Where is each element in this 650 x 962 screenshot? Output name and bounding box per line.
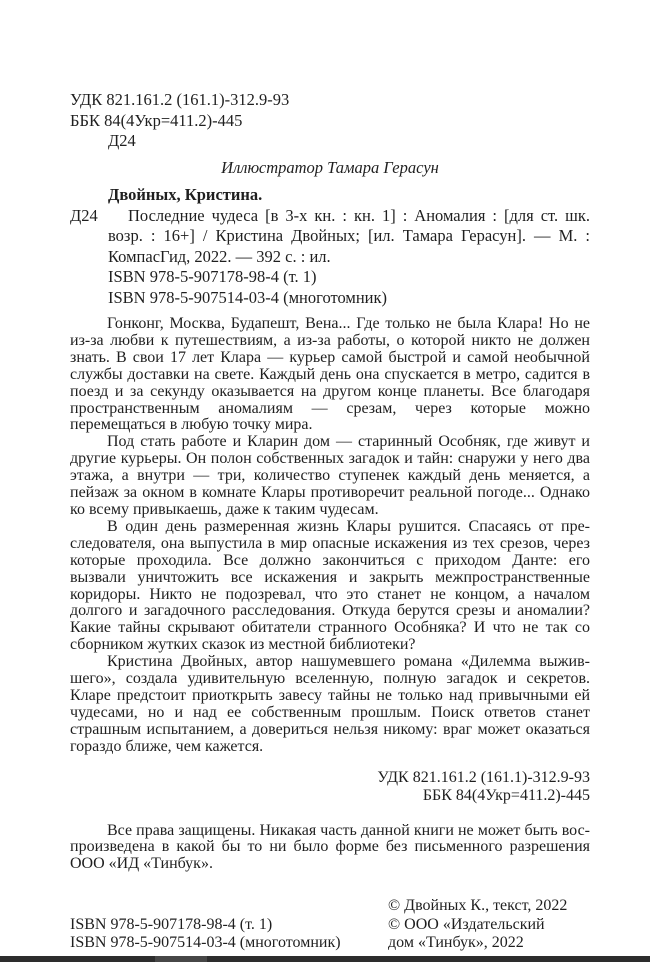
scan-edge-bar: [0, 956, 650, 962]
copyright-line-publisher: © ООО «Издательский: [388, 915, 545, 933]
scan-edge-bar-accent: [155, 956, 207, 962]
annotation-paragraph-2: Под стать работе и Кларин дом — старинный Особняк, где живут и другие курьеры. Он полон собственных загадок и тайн: снаружи у него два этажа, а внутри — три, количество ступенек каждый день меняется, а пейзаж за окном в комнате Клары противоречит реальной погоде... Однако ко всему привыкаешь, даже к таким чудесам.: [70, 433, 590, 518]
bbk-code: ББК 84(4Укр=411.2)-445: [70, 110, 243, 130]
copyright-column: [388, 897, 567, 953]
author-sign-code: Д24: [108, 131, 136, 150]
imprint-block: [70, 897, 590, 953]
illustrator-credit: Иллюстратор Тамара Герасун: [221, 157, 439, 177]
record-description: Последние чудеса [в 3-х кн. : кн. 1] : Аномалия : [для ст. шк. возр. : 16+] / Кристина Двойных; [ил. Тамара Герасун]. — М. : КомпасГид, 2022. — 392 с. : ил.: [108, 205, 590, 266]
copyright-line-text: © Двойных К., текст, 2022: [388, 897, 568, 915]
bibliographic-record: [70, 185, 590, 308]
udk-code-bottom: УДК 821.161.2 (161.1)-312.9-93: [377, 768, 590, 786]
record-code: Д24: [70, 205, 98, 225]
isbn-line-set: ISBN 978-5-907514-03-4 (многотомник): [70, 934, 341, 952]
record-entry: [70, 205, 590, 268]
isbn-line-volume: ISBN 978-5-907178-98-4 (т. 1): [70, 915, 273, 933]
copyright-line-publisher-2: дом «Тинбук», 2022: [388, 934, 524, 952]
udk-code: УДК 821.161.2 (161.1)-312.9-93: [70, 90, 290, 109]
annotation-paragraph-3: В один день размеренная жизнь Клары рушится. Спасаясь от преследователя, она выпустила в мир опасные искажения из тех срезов, через которые проходила. Все должно закончиться с приходом Данте: его вызвали уничтожить все искажения и закрыть межпространственные коридоры. Никто не подозревал, что это станет не концом, а началом долгого и загадочного расследования. Откуда берутся срезы и аномалии? Какие тайны скрывают обитатели странного Особняка? И что не так со сборником жутких сказок из местной библиотеки?: [70, 517, 590, 654]
record-isbn-set: ISBN 978-5-907514-03-4 (многотомник): [108, 287, 388, 307]
page-content: [70, 90, 590, 953]
bbk-code-bottom: ББК 84(4Укр=411.2)-445: [422, 787, 590, 805]
annotation-paragraph-4: Кристина Двойных, автор нашумевшего романа «Дилемма выжившего», создала удивительную вселенную, полную загадок и секретов. Кларе предстоит приоткрыть завесу тайны не только над привычными ей чудесами, но и над ее собственным прошлым. Поиск ответов станет страшным испытанием, а довериться нельзя никому: враг может оказаться гораздо ближе, чем кажется.: [70, 653, 590, 755]
rights-notice: Все права защищены. Никакая часть данной книги не может быть воспроизведена в какой бы то ни было форме без письменного разрешения ООО «ИД «Тинбук».: [70, 821, 590, 873]
record-author: Двойных, Кристина.: [108, 185, 263, 204]
annotation: [70, 316, 590, 756]
catalog-codes-bottom: [70, 769, 590, 806]
record-isbn-volume: ISBN 978-5-907178-98-4 (т. 1): [108, 267, 317, 286]
catalog-codes-top: [70, 90, 590, 152]
annotation-paragraph-1: Гонконг, Москва, Будапешт, Вена... Где только не была Клара! Но не из-за любви к путешествиям, а из-за работы, о которой никто не должен знать. В свои 17 лет Клара — курьер самой быстрой и самой необычной службы доставки на свете. Каждый день она спускается в метро, садится в поезд и за секунду оказывается на другом конце планеты. Все благодаря пространственным аномалиям — срезам, через которые можно перемещаться в любую точку мира.: [70, 315, 590, 434]
